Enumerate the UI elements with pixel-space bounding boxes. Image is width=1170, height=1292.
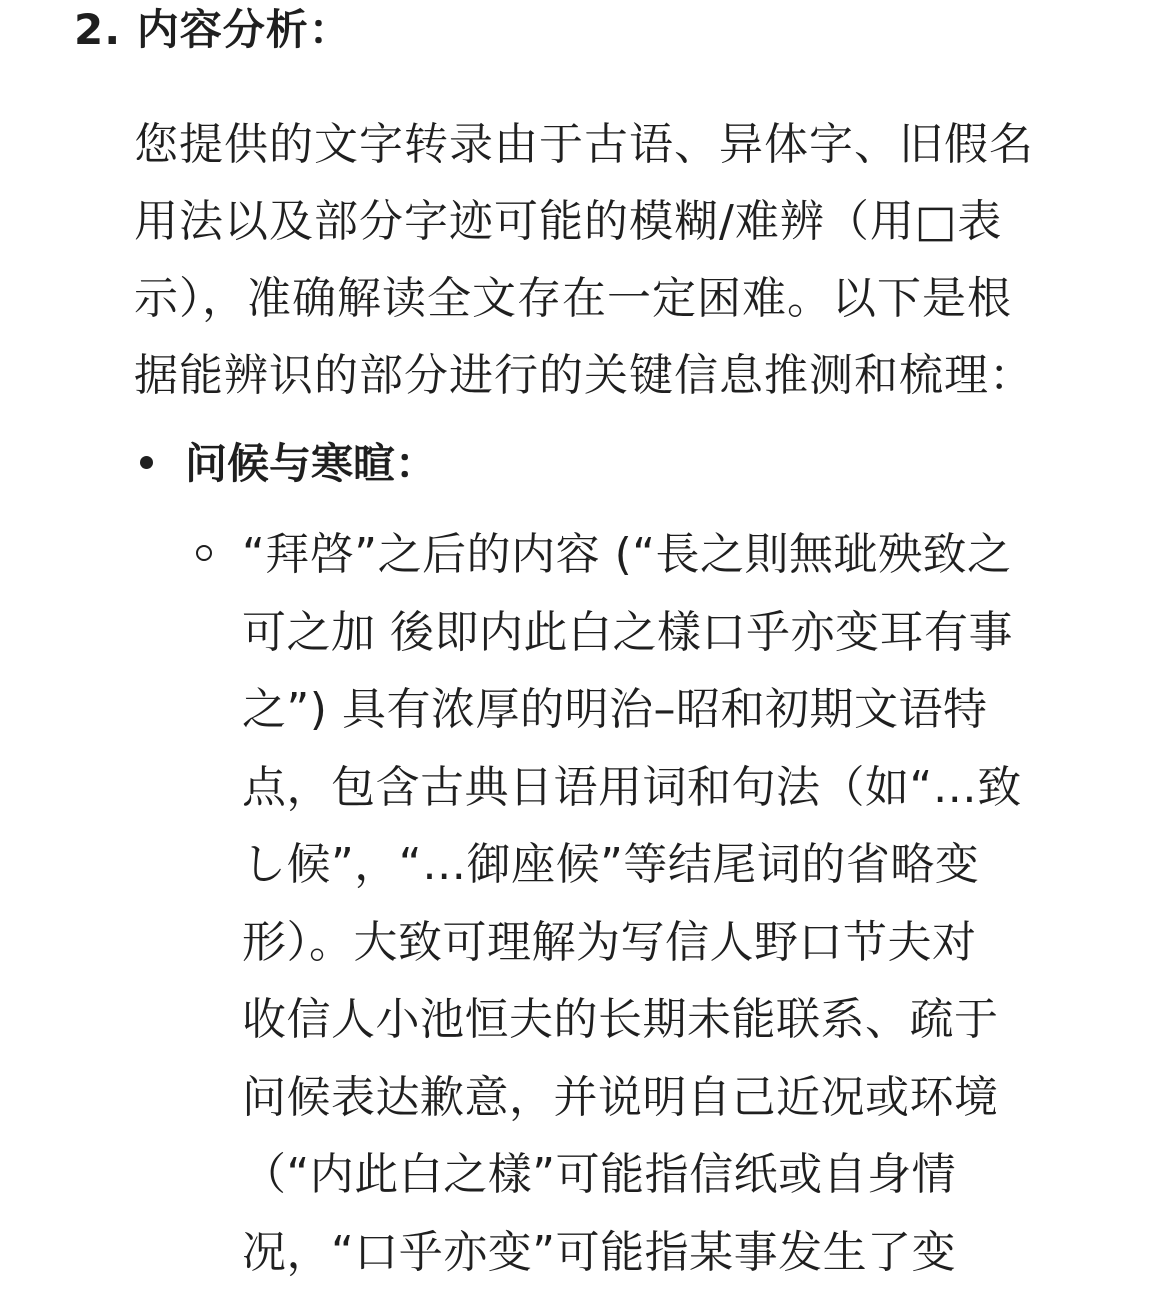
bullet-label: 问候与寒暄：: [185, 439, 438, 488]
intro-line: 据能辨识的部分进行的关键信息推测和梳理：: [134, 350, 1034, 401]
sub-bullet-line: 收信人小池恒夫的长期未能联系、疏于: [242, 994, 999, 1045]
bullet-dot-icon: [140, 456, 153, 469]
sub-bullet-line: （“内此白之樣”可能指信纸或自身情: [242, 1149, 957, 1200]
intro-line: 用法以及部分字迹可能的模糊/难辨（用□表: [134, 196, 1003, 247]
sub-bullet-line: 可之加 後即内此白之樣口乎亦变耳有事: [242, 606, 1013, 658]
section-heading: 2. 内容分析：: [74, 5, 352, 54]
bullet-item-greetings: [140, 432, 437, 496]
sub-bullet-line: 形）。大致可理解为写信人野口节夫对: [242, 916, 977, 968]
sub-bullet-paragraph: [242, 516, 1122, 1291]
hollow-circle-bullet-icon: [196, 545, 212, 561]
intro-line: 您提供的文字转录由于古语、异体字、旧假名: [134, 119, 1034, 170]
sub-bullet-line: 况，“口乎亦变”可能指某事发生了变: [242, 1226, 957, 1278]
sub-bullet-line: 问候表达歉意，并说明自己近况或环境: [242, 1071, 999, 1123]
sub-bullet-line: し候”，“…御座候”等结尾词的省略变: [242, 839, 980, 890]
intro-line: 示），准确解读全文存在一定困难。以下是根: [134, 273, 1012, 324]
intro-paragraph: [134, 106, 1114, 414]
sub-bullet-line: 点，包含古典日语用词和句法（如“…致: [242, 761, 1022, 813]
sub-bullet-line: “拜啓”之后的内容 (“長之則無玼殃致之: [242, 529, 1012, 580]
sub-bullet-line: 之”) 具有浓厚的明治–昭和初期文语特: [242, 684, 988, 735]
